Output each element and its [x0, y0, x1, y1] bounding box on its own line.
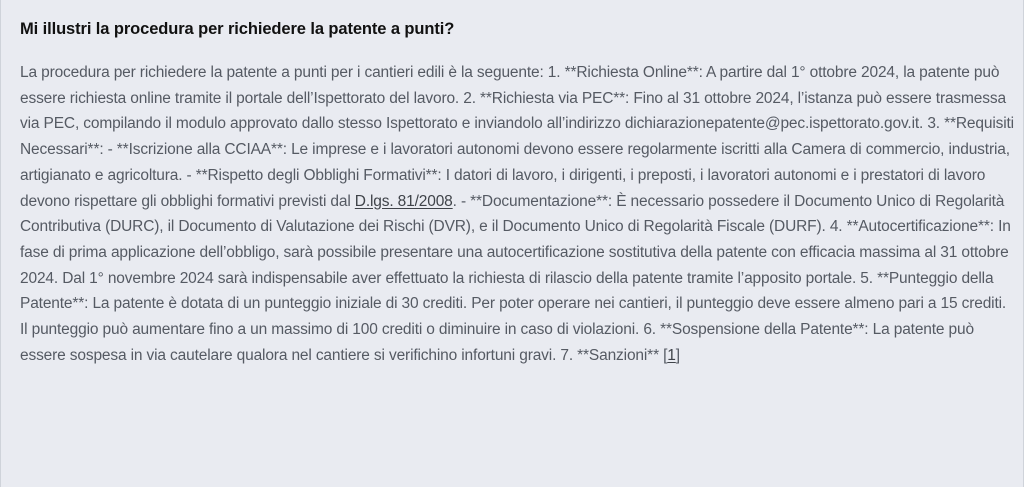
law-reference-link[interactable]: D.lgs. 81/2008 — [354, 192, 453, 210]
answer-text — [20, 60, 1016, 368]
citation-open-bracket: [ — [663, 346, 668, 364]
answer-text-part-1: La procedura per richiedere la patente a punti per i cantieri edili è la seguente: 1. **Richiesta Online**: A partire dal 1° ottobre 2024, la patente può essere richiesta online tramite il portale dell’Ispettorato del lavoro. 2. **Richiesta via PEC**: Fino al 31 ottobre 2024, l’istanza può essere trasmessa via PEC, compilando il modulo approvato dallo stesso Ispettorato e inviandolo all’indirizzo dichiarazionepatente@pec.ispettorato.gov.it. 3. **Requisiti Necessari**: - **Iscrizione alla CCIAA**: Le imprese e i lavoratori autonomi devono essere regolarmente iscritti alla Camera di commercio, industria, artigianato e agricoltura. - **Rispetto degli Obblighi Formativi**: I datori di lavoro, i dirigenti, i preposti, i lavoratori autonomi e i prestatori di lavoro devono rispettare gli obblighi formativi previsti dal — [20, 64, 1014, 210]
citation-close-bracket: ] — [675, 346, 680, 364]
question-heading: Mi illustri la procedura per richiedere la patente a punti? — [20, 20, 455, 38]
answer-text-part-2: . - **Documentazione**: È necessario possedere il Documento Unico di Regolarità Contributiva (DURC), il Documento di Valutazione dei Rischi (DVR), e il Documento Unico di Regolarità Fiscale (DURF). 4. **Autocertificazione**: In fase di prima applicazione dell’obbligo, sarà possibile presentare una autocertificazione sostitutiva della patente con efficacia massima al 31 ottobre 2024. Dal 1° novembre 2024 sarà indispensabile aver effettuato la richiesta di rilascio della patente tramite l’apposito portale. 5. **Punteggio della Patente**: La patente è dotata di un punteggio iniziale di 30 crediti. Per poter operare nei cantieri, il punteggio deve essere almeno pari a 15 crediti. Il punteggio può aumentare fino a un massimo di 100 crediti o diminuire in caso di violazioni. 6. **Sospensione della Patente**: La patente può essere sospesa in via cautelare qualora nel cantiere si verifichino infortuni gravi. 7. **Sanzioni** — [20, 192, 1011, 364]
citation-link[interactable]: 1 — [667, 346, 676, 364]
